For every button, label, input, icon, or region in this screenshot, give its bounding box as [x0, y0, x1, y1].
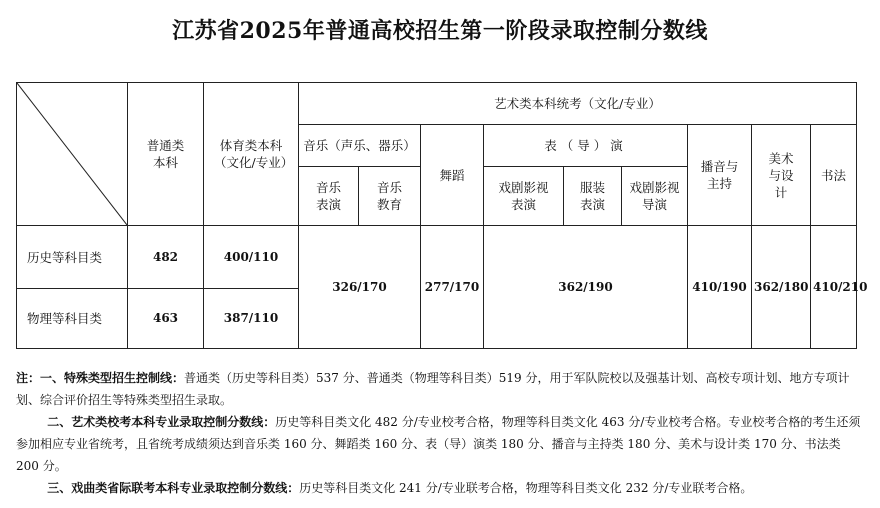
corner-diagonal-cell	[17, 83, 128, 226]
broadcast-score: 410/190	[688, 226, 752, 349]
fineart-score: 362/180	[752, 226, 811, 349]
history-sports-score: 400/110	[204, 226, 299, 289]
physics-sports-score: 387/110	[204, 289, 299, 349]
note-2-text: 历史等科目类文化 482 分/专业校考合格，物理等科目类文化 463 分/专业校考合格。专业校考合格的考生还须参加相应专业省统考，且省统考成绩须达到音乐类 160 分、舞蹈类 160 分、表（导）演类 180 分、播音与主持类 180 分、美术与设计类 170 分、书法类 200 分。	[16, 415, 861, 473]
row-header-history: 历史等科目类	[17, 226, 128, 289]
col-header-fineart: 美术与设计	[752, 125, 811, 226]
col-header-drama: 表（导）演	[484, 125, 688, 167]
note-1-text: 普通类（历史等科目类）537 分、普通类（物理等科目类）519 分，用于军队院校以及强基计划、高校专项计划、地方专项计划、综合评价招生等特殊类型招生录取。	[16, 371, 850, 407]
col-header-dance: 舞蹈	[421, 125, 484, 226]
row-header-physics: 物理等科目类	[17, 289, 128, 349]
notes-section	[16, 367, 864, 499]
note-3-text: 历史等科目类文化 241 分/专业联考合格，物理等科目类文化 232 分/专业联考合格。	[299, 481, 753, 495]
note-3	[16, 477, 864, 499]
col-header-broadcast: 播音与主持	[688, 125, 752, 226]
col-header-music-performance: 音乐表演	[299, 167, 359, 226]
col-header-art: 艺术类本科统考（文化/专业）	[299, 83, 857, 125]
col-header-drama-acting: 戏剧影视表演	[484, 167, 564, 226]
note-2-label: 二、艺术类校考本科专业录取控制分数线：	[47, 415, 276, 429]
note-2	[16, 411, 864, 477]
col-header-drama-directing: 戏剧影视导演	[622, 167, 688, 226]
physics-general-score: 463	[128, 289, 204, 349]
history-general-score: 482	[128, 226, 204, 289]
note-3-label: 三、戏曲类省际联考本科专业录取控制分数线：	[47, 481, 300, 495]
calligraphy-score: 410/210	[811, 226, 857, 349]
note-1	[16, 367, 864, 411]
col-header-costume: 服装表演	[564, 167, 622, 226]
col-header-sports: 体育类本科（文化/专业）	[204, 83, 299, 226]
page-title: 江苏省2025年普通高校招生第一阶段录取控制分数线	[172, 18, 708, 44]
dance-score: 277/170	[421, 226, 484, 349]
col-header-general: 普通类本科	[128, 83, 204, 226]
col-header-calligraphy: 书法	[811, 125, 857, 226]
note-1-label: 注：一、特殊类型招生控制线：	[16, 371, 185, 385]
music-score: 326/170	[299, 226, 421, 349]
drama-score: 362/190	[484, 226, 688, 349]
col-header-music-education: 音乐教育	[359, 167, 421, 226]
score-table	[16, 82, 868, 349]
col-header-music: 音乐（声乐、器乐）	[299, 125, 421, 167]
